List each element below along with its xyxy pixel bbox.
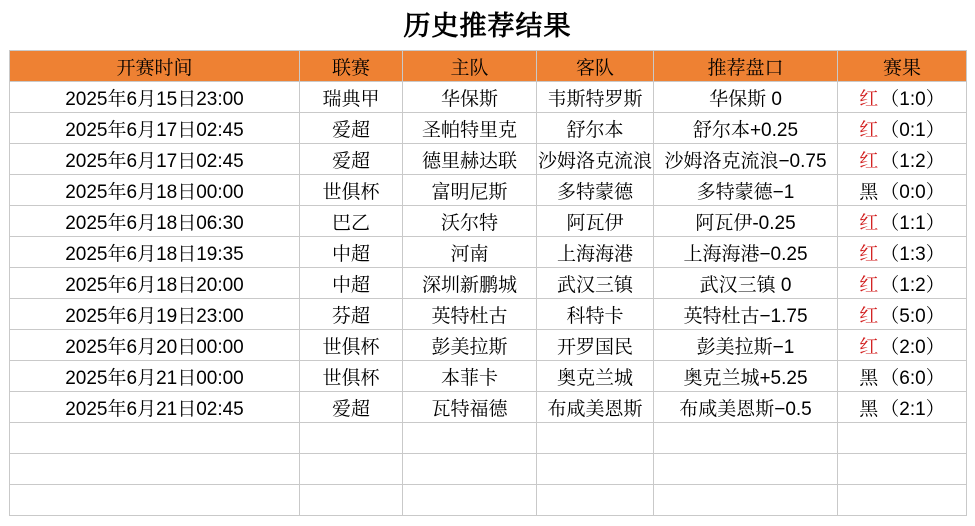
result-score: （2:0） — [880, 336, 945, 358]
cell-home-team: 瓦特福德 — [403, 392, 537, 423]
cell-time: 2025年6月21日00:00 — [10, 361, 300, 392]
result-score: （1:0） — [880, 88, 945, 110]
table-row — [10, 82, 967, 113]
cell-recommendation: 多特蒙德−1 — [654, 175, 838, 206]
result-group — [838, 394, 966, 421]
cell-home-team: 河南 — [403, 237, 537, 268]
cell-recommendation: 上海海港−0.25 — [654, 237, 838, 268]
cell-empty — [654, 423, 838, 454]
result-score: （2:1） — [880, 398, 945, 420]
cell-league: 世俱杯 — [300, 361, 403, 392]
table-row — [10, 330, 967, 361]
cell-recommendation: 阿瓦伊-0.25 — [654, 206, 838, 237]
cell-empty — [537, 423, 654, 454]
result-score: （1:3） — [880, 243, 945, 265]
result-group — [838, 84, 966, 111]
cell-league: 瑞典甲 — [300, 82, 403, 113]
status-badge: 红 — [859, 150, 879, 172]
cell-empty — [654, 454, 838, 485]
cell-result — [838, 206, 967, 237]
column-header-league: 联赛 — [300, 51, 403, 82]
page-title: 历史推荐结果 — [403, 11, 572, 41]
cell-empty — [10, 423, 300, 454]
result-group — [838, 332, 966, 359]
cell-result — [838, 330, 967, 361]
result-score: （6:0） — [880, 367, 945, 389]
cell-league: 爱超 — [300, 113, 403, 144]
cell-result — [838, 361, 967, 392]
cell-time: 2025年6月18日00:00 — [10, 175, 300, 206]
result-score: （0:1） — [880, 119, 945, 141]
cell-away-team: 布咸美恩斯 — [537, 392, 654, 423]
cell-league: 世俱杯 — [300, 175, 403, 206]
column-header-result: 赛果 — [838, 51, 967, 82]
cell-empty — [403, 485, 537, 516]
cell-result — [838, 299, 967, 330]
table-row-empty — [10, 485, 967, 516]
cell-time: 2025年6月19日23:00 — [10, 299, 300, 330]
column-header-away: 客队 — [537, 51, 654, 82]
status-badge: 红 — [859, 212, 879, 234]
cell-away-team: 沙姆洛克流浪 — [537, 144, 654, 175]
table-row — [10, 206, 967, 237]
cell-empty — [403, 423, 537, 454]
cell-empty — [838, 454, 967, 485]
table-row — [10, 113, 967, 144]
cell-home-team: 深圳新鹏城 — [403, 268, 537, 299]
cell-empty — [403, 454, 537, 485]
cell-away-team: 韦斯特罗斯 — [537, 82, 654, 113]
cell-away-team: 上海海港 — [537, 237, 654, 268]
column-header-recommendation: 推荐盘口 — [654, 51, 838, 82]
cell-time: 2025年6月15日23:00 — [10, 82, 300, 113]
table-row — [10, 175, 967, 206]
cell-empty — [10, 454, 300, 485]
cell-away-team: 武汉三镇 — [537, 268, 654, 299]
history-results-table — [9, 50, 967, 516]
status-badge: 红 — [859, 88, 879, 110]
result-score: （1:2） — [880, 274, 945, 296]
cell-league: 爱超 — [300, 144, 403, 175]
status-badge: 黑 — [859, 398, 879, 420]
cell-league: 中超 — [300, 237, 403, 268]
cell-empty — [654, 485, 838, 516]
cell-empty — [838, 423, 967, 454]
table-row — [10, 144, 967, 175]
result-group — [838, 301, 966, 328]
cell-empty — [300, 485, 403, 516]
result-score: （1:1） — [880, 212, 945, 234]
cell-result — [838, 392, 967, 423]
table-row — [10, 392, 967, 423]
table-row — [10, 268, 967, 299]
result-group — [838, 208, 966, 235]
cell-recommendation: 沙姆洛克流浪−0.75 — [654, 144, 838, 175]
cell-league: 中超 — [300, 268, 403, 299]
status-badge: 红 — [859, 305, 879, 327]
table-row-empty — [10, 423, 967, 454]
cell-time: 2025年6月21日02:45 — [10, 392, 300, 423]
cell-recommendation: 华保斯 0 — [654, 82, 838, 113]
table-row-empty — [10, 454, 967, 485]
cell-away-team: 多特蒙德 — [537, 175, 654, 206]
cell-home-team: 德里赫达联 — [403, 144, 537, 175]
table-row — [10, 299, 967, 330]
cell-time: 2025年6月17日02:45 — [10, 113, 300, 144]
column-header-time: 开赛时间 — [10, 51, 300, 82]
result-group — [838, 239, 966, 266]
cell-result — [838, 113, 967, 144]
cell-home-team: 圣帕特里克 — [403, 113, 537, 144]
cell-league: 爱超 — [300, 392, 403, 423]
table-header — [10, 51, 967, 82]
status-badge: 红 — [859, 243, 879, 265]
table-row — [10, 237, 967, 268]
status-badge: 红 — [859, 119, 879, 141]
status-badge: 黑 — [859, 181, 879, 203]
table-row — [10, 361, 967, 392]
cell-empty — [838, 485, 967, 516]
cell-empty — [300, 423, 403, 454]
table-body — [10, 82, 967, 516]
status-badge: 红 — [859, 336, 879, 358]
column-header-home: 主队 — [403, 51, 537, 82]
cell-result — [838, 144, 967, 175]
cell-away-team: 开罗国民 — [537, 330, 654, 361]
cell-away-team: 阿瓦伊 — [537, 206, 654, 237]
result-group — [838, 115, 966, 142]
cell-recommendation: 武汉三镇 0 — [654, 268, 838, 299]
cell-recommendation: 彭美拉斯−1 — [654, 330, 838, 361]
cell-home-team: 华保斯 — [403, 82, 537, 113]
cell-empty — [300, 454, 403, 485]
header-row — [10, 51, 967, 82]
cell-recommendation: 布咸美恩斯−0.5 — [654, 392, 838, 423]
cell-result — [838, 237, 967, 268]
cell-away-team: 奥克兰城 — [537, 361, 654, 392]
result-group — [838, 177, 966, 204]
cell-result — [838, 82, 967, 113]
cell-league: 芬超 — [300, 299, 403, 330]
cell-recommendation: 英特杜古−1.75 — [654, 299, 838, 330]
cell-empty — [537, 485, 654, 516]
cell-home-team: 本菲卡 — [403, 361, 537, 392]
cell-home-team: 富明尼斯 — [403, 175, 537, 206]
cell-recommendation: 奥克兰城+5.25 — [654, 361, 838, 392]
cell-away-team: 科特卡 — [537, 299, 654, 330]
result-group — [838, 363, 966, 390]
cell-time: 2025年6月20日00:00 — [10, 330, 300, 361]
cell-time: 2025年6月17日02:45 — [10, 144, 300, 175]
cell-league: 世俱杯 — [300, 330, 403, 361]
cell-home-team: 沃尔特 — [403, 206, 537, 237]
result-score: （5:0） — [880, 305, 945, 327]
cell-empty — [537, 454, 654, 485]
cell-result — [838, 268, 967, 299]
cell-time: 2025年6月18日19:35 — [10, 237, 300, 268]
cell-time: 2025年6月18日20:00 — [10, 268, 300, 299]
status-badge: 黑 — [859, 367, 879, 389]
cell-home-team: 彭美拉斯 — [403, 330, 537, 361]
result-group — [838, 146, 966, 173]
result-group — [838, 270, 966, 297]
cell-home-team: 英特杜古 — [403, 299, 537, 330]
result-score: （1:2） — [880, 150, 945, 172]
cell-time: 2025年6月18日06:30 — [10, 206, 300, 237]
cell-recommendation: 舒尔本+0.25 — [654, 113, 838, 144]
status-badge: 红 — [859, 274, 879, 296]
cell-away-team: 舒尔本 — [537, 113, 654, 144]
cell-league: 巴乙 — [300, 206, 403, 237]
result-score: （0:0） — [880, 181, 945, 203]
cell-result — [838, 175, 967, 206]
cell-empty — [10, 485, 300, 516]
